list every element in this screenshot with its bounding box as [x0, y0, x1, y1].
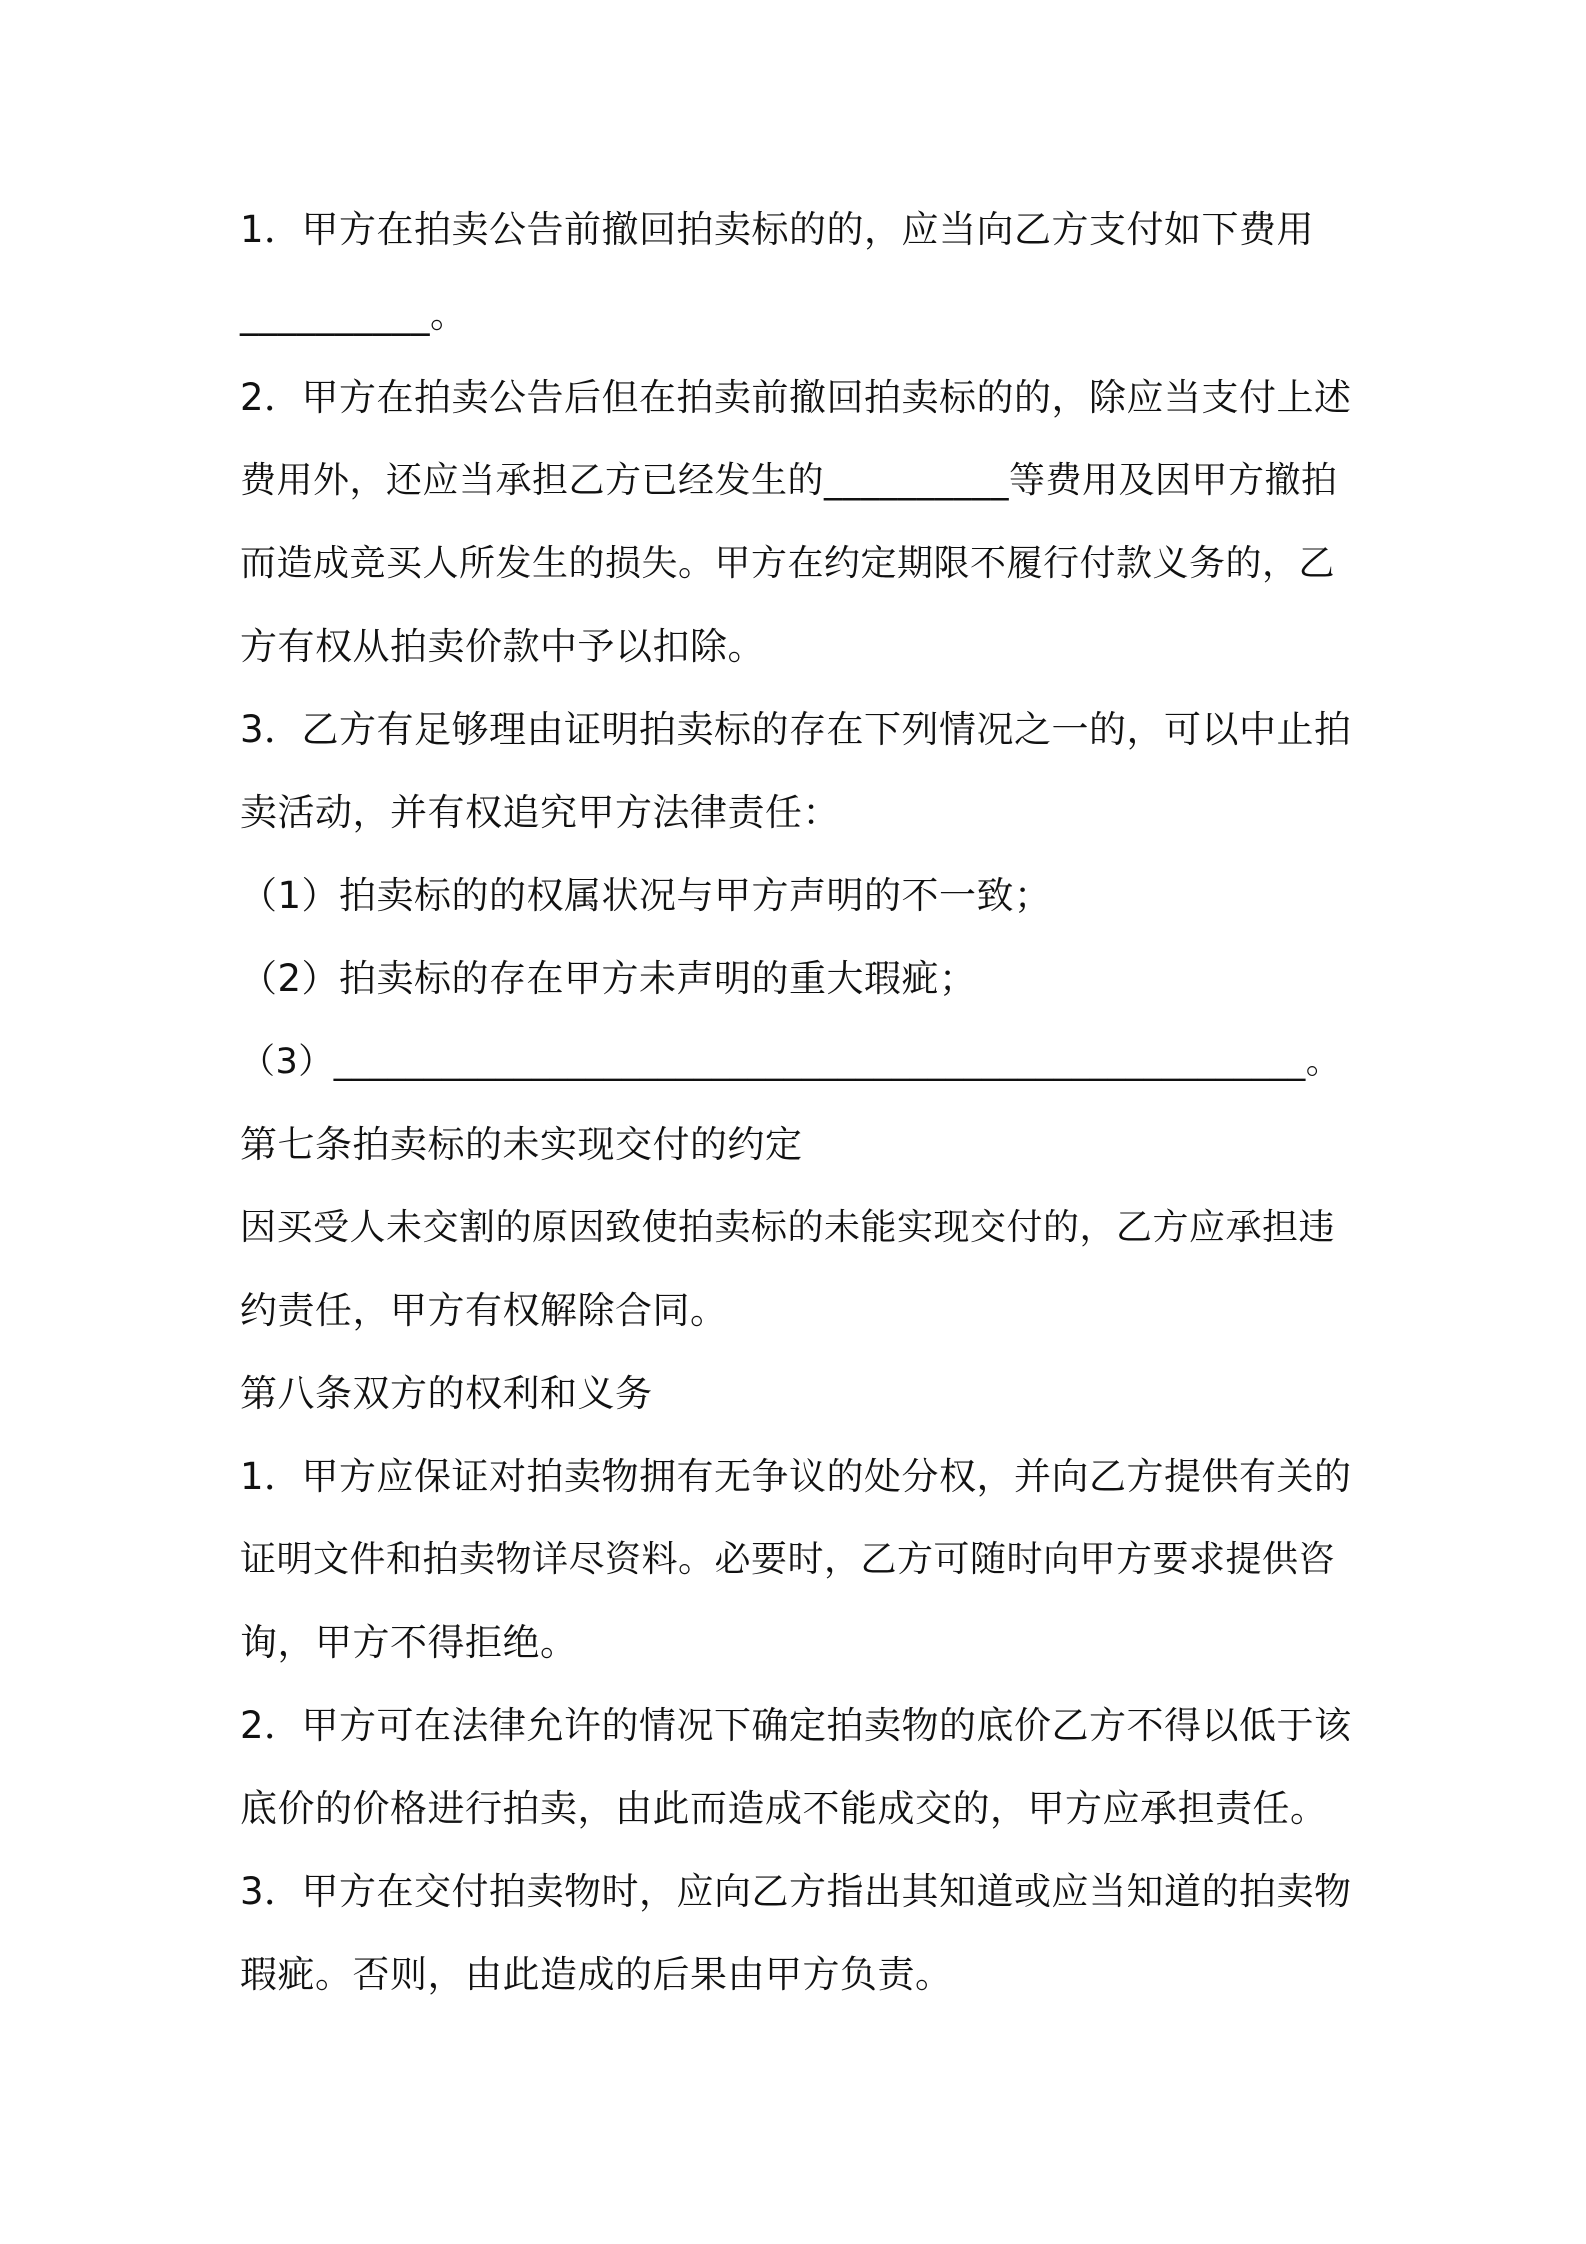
paragraph-line: __________。 — [240, 293, 468, 336]
section-heading: 第七条拍卖标的未实现交付的约定 — [240, 1123, 803, 1166]
paragraph-line: 证明文件和拍卖物详尽资料。必要时，乙方可随时向甲方要求提供咨 — [240, 1539, 1336, 1580]
paragraph-line: 瑕疵。否则，由此造成的后果由甲方负责。 — [240, 1953, 953, 1996]
paragraph-line: 费用外，还应当承担乙方已经发生的__________等费用及因甲方撤拍 — [240, 460, 1338, 501]
paragraph-line: 3．乙方有足够理由证明拍卖标的存在下列情况之一的，可以中止拍 — [240, 708, 1352, 751]
section-heading: 第八条双方的权利和义务 — [240, 1372, 653, 1415]
list-item: （3）______________________________________________________。 — [240, 1042, 1342, 1082]
paragraph-line: 卖活动，并有权追究甲方法律责任： — [240, 791, 840, 834]
paragraph-line: 询，甲方不得拒绝。 — [240, 1621, 578, 1664]
paragraph-line: 1．甲方在拍卖公告前撤回拍卖标的的，应当向乙方支付如下费用 — [240, 208, 1315, 251]
paragraph-line: 3．甲方在交付拍卖物时，应向乙方指出其知道或应当知道的拍卖物 — [240, 1870, 1352, 1913]
paragraph-line: 底价的价格进行拍卖，由此而造成不能成交的，甲方应承担责任。 — [240, 1787, 1328, 1830]
list-item: （1）拍卖标的的权属状况与甲方声明的不一致； — [240, 874, 1052, 917]
paragraph-line: 约责任，甲方有权解除合同。 — [240, 1289, 728, 1332]
paragraph-line: 2．甲方在拍卖公告后但在拍卖前撤回拍卖标的的，除应当支付上述 — [240, 376, 1352, 419]
paragraph-line: 方有权从拍卖价款中予以扣除。 — [240, 625, 765, 668]
paragraph-line: 2．甲方可在法律允许的情况下确定拍卖物的底价乙方不得以低于该 — [240, 1704, 1352, 1747]
paragraph-line: 因买受人未交割的原因致使拍卖标的未能实现交付的，乙方应承担违 — [240, 1207, 1336, 1248]
paragraph-line: 而造成竞买人所发生的损失。甲方在约定期限不履行付款义务的，乙 — [240, 543, 1336, 584]
paragraph-line: 1．甲方应保证对拍卖物拥有无争议的处分权，并向乙方提供有关的 — [240, 1455, 1352, 1498]
list-item: （2）拍卖标的存在甲方未声明的重大瑕疵； — [240, 957, 977, 1000]
